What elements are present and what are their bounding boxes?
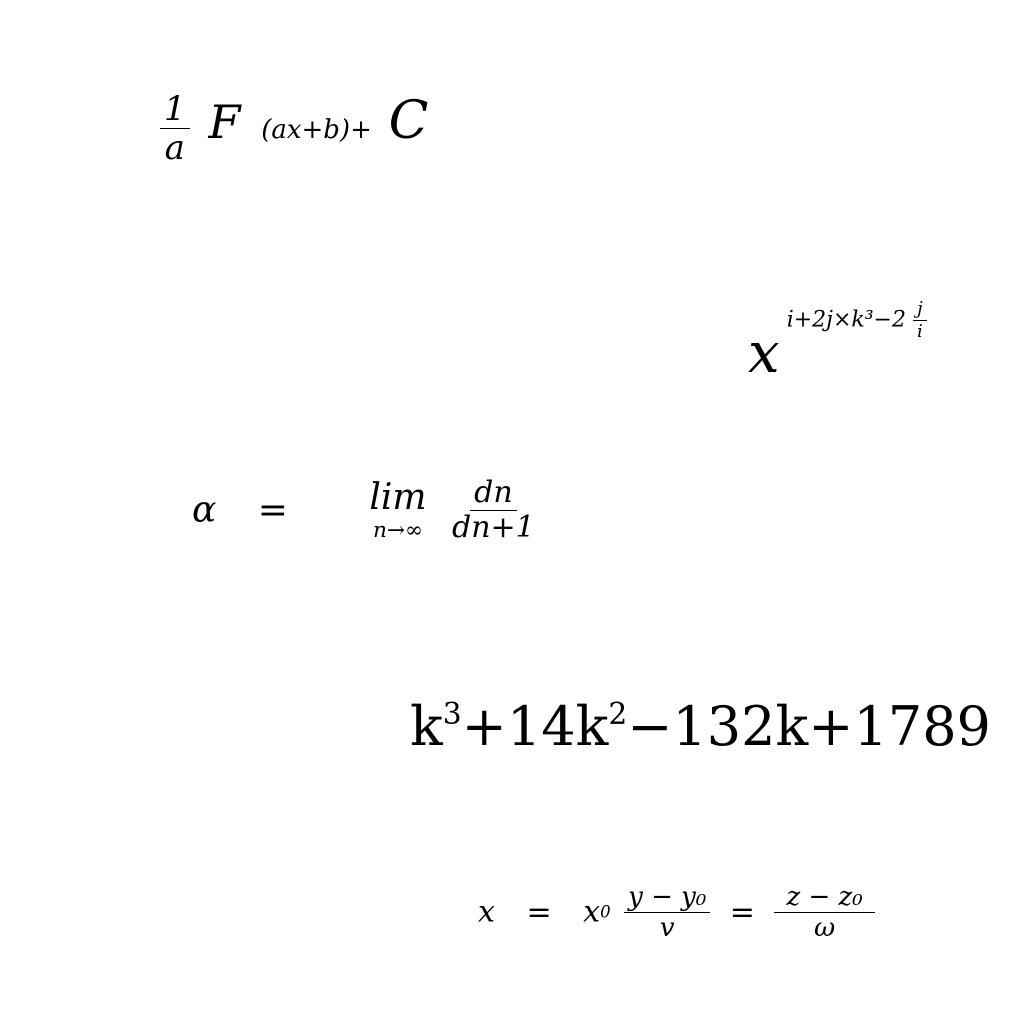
function-arguments: (ax+b)+ [261,114,372,145]
line-equals-1: = [526,894,552,930]
line-equation-expression [478,884,875,941]
fraction-numerator: 1 [160,92,190,129]
line-fraction-2-numerator: z − z₀ [774,884,874,913]
line-fraction-1-numerator: y − y₀ [624,884,710,913]
polynomial-exponent-3: 3 [442,697,462,732]
function-name: F [208,94,241,149]
exponent-fraction-denominator: i [917,321,923,342]
line-fraction-2 [774,884,874,941]
limit-operator [369,476,427,543]
polynomial-exponent-2: 2 [608,697,628,732]
reciprocal-fraction [160,89,190,168]
polynomial-term-k: k [410,695,443,758]
limit-equals: = [257,489,288,531]
power-base: x [748,321,780,386]
exponent-fraction-numerator: j [913,300,927,321]
limit-fraction-numerator: dn [470,478,517,511]
polynomial-expression [410,695,991,758]
polynomial-tail: −132k+1789 [627,695,991,758]
line-fraction-1-denominator: v [659,913,675,943]
line-fraction-2-denominator: ω [813,913,836,943]
line-equals-2: = [729,894,755,930]
limit-fraction [448,475,539,545]
polynomial-term-14k: +14k [461,695,609,758]
antiderivative-expression [160,89,429,168]
limit-expression [192,475,539,545]
line-x0-subscript: 0 [600,902,611,922]
power-expression [748,298,927,386]
integration-constant: C [388,90,429,151]
line-lhs: x [478,894,495,930]
limit-lhs: α [192,489,217,531]
power-exponent [787,300,927,341]
limit-word: lim [369,476,427,518]
limit-subscript: n→∞ [372,517,423,543]
limit-fraction-denominator: dn+1 [452,510,535,545]
line-x0: x [583,894,601,930]
fraction-denominator: a [164,128,185,168]
line-fraction-1 [624,884,710,941]
exponent-fraction [913,300,927,341]
exponent-main: i+2j×k³−2 [786,307,906,333]
